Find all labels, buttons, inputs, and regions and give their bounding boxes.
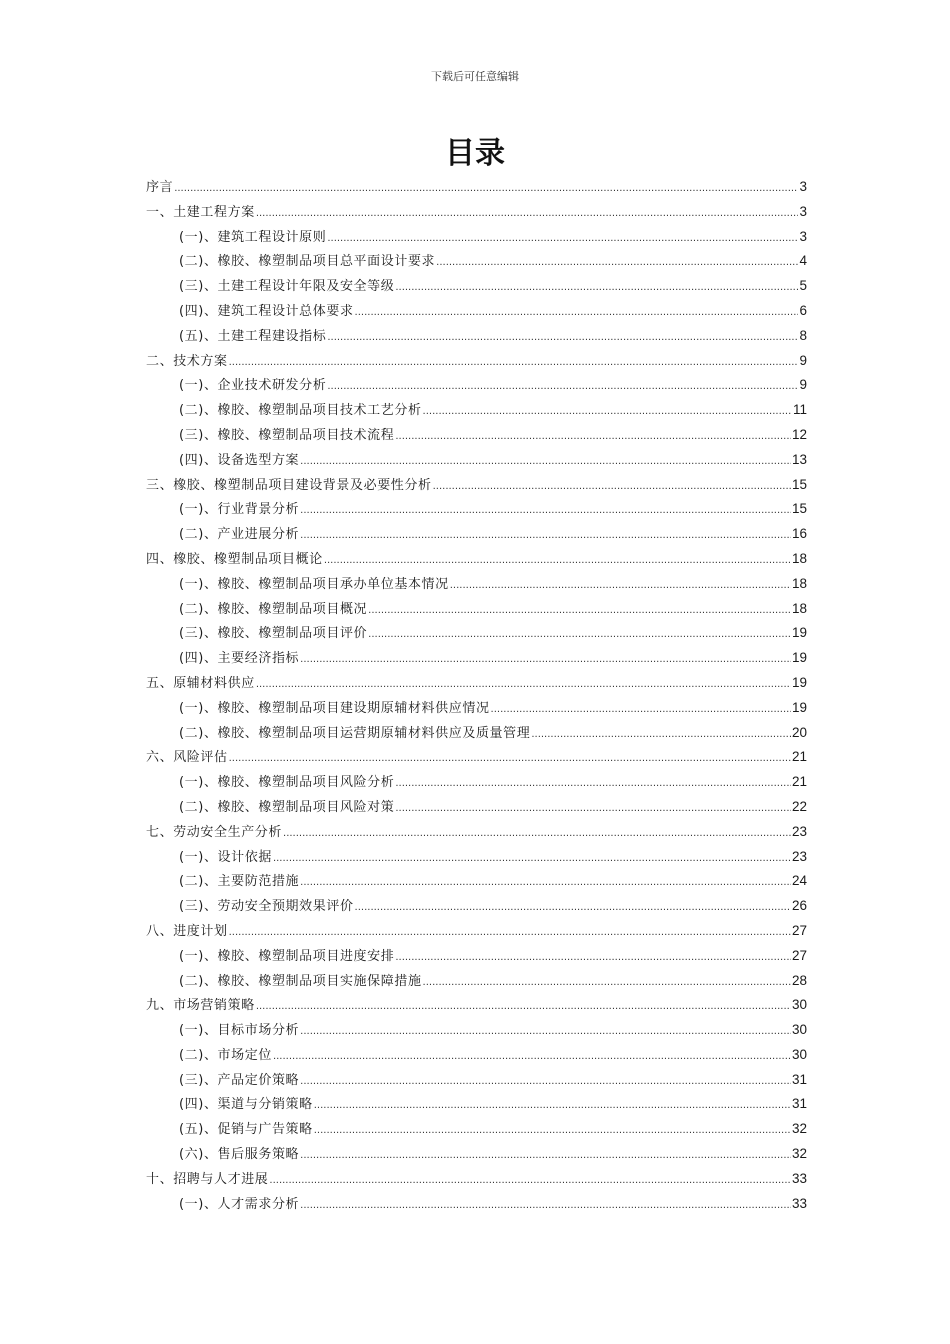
toc-entry-label: (四)、渠道与分销策略 (179, 1097, 313, 1113)
toc-entry-label: (六)、售后服务策略 (179, 1147, 300, 1163)
toc-subsection-entry[interactable] (146, 398, 807, 423)
toc-section-entry[interactable] (146, 175, 807, 200)
toc-dot-leader (491, 698, 791, 723)
toc-page-number: 27 (791, 922, 807, 938)
toc-entry-label: (四)、设备选型方案 (179, 452, 300, 468)
toc-section-entry[interactable] (146, 1167, 807, 1192)
toc-page-number: 12 (791, 426, 807, 442)
toc-dot-leader (531, 723, 791, 748)
toc-subsection-entry[interactable] (146, 944, 807, 969)
toc-entry-label: 十、招聘与人才进展 (146, 1171, 269, 1187)
toc-page-number: 30 (791, 1022, 807, 1038)
toc-page-number: 6 (799, 302, 807, 318)
toc-list (146, 175, 807, 1216)
toc-page-number: 9 (799, 377, 807, 393)
toc-entry-label: (二)、橡胶、橡塑制品项目概况 (179, 601, 368, 617)
toc-dot-leader (327, 326, 798, 351)
toc-entry-label: (三)、劳动安全预期效果评价 (179, 899, 354, 915)
toc-dot-leader (229, 921, 791, 946)
toc-subsection-entry[interactable] (146, 894, 807, 919)
toc-entry-label: (二)、橡胶、橡塑制品项目风险对策 (179, 799, 395, 815)
toc-dot-leader (229, 351, 799, 376)
toc-section-entry[interactable] (146, 745, 807, 770)
toc-page-number: 16 (791, 526, 807, 542)
toc-entry-label: (一)、橡胶、橡塑制品项目风险分析 (179, 775, 395, 791)
toc-page-number: 4 (799, 253, 807, 269)
toc-subsection-entry[interactable] (146, 1043, 807, 1068)
toc-entry-label: 序言 (146, 180, 174, 195)
toc-entry-label: (二)、市场定位 (179, 1047, 272, 1063)
toc-entry-label: (二)、橡胶、橡塑制品项目运营期原辅材料供应及质量管理 (179, 725, 531, 741)
toc-dot-leader (256, 995, 791, 1020)
toc-subsection-entry[interactable] (146, 1092, 807, 1117)
toc-dot-leader (450, 574, 791, 599)
toc-page-number: 31 (791, 1096, 807, 1112)
toc-subsection-entry[interactable] (146, 1117, 807, 1142)
toc-entry-label: (四)、主要经济指标 (179, 651, 300, 667)
toc-entry-label: (二)、橡胶、橡塑制品项目实施保障措施 (179, 973, 422, 989)
toc-entry-label: 七、劳动安全生产分析 (146, 824, 283, 840)
toc-dot-leader (174, 177, 798, 202)
toc-page-number: 3 (799, 179, 807, 194)
toc-dot-leader (300, 648, 791, 673)
toc-section-entry[interactable] (146, 993, 807, 1018)
toc-entry-label: 一、土建工程方案 (146, 204, 255, 220)
toc-page-number: 15 (791, 501, 807, 517)
toc-section-entry[interactable] (146, 820, 807, 845)
toc-title: 目录 (445, 136, 505, 171)
toc-page-number: 19 (791, 674, 807, 690)
toc-dot-leader (300, 871, 791, 896)
toc-entry-label: (一)、设计依据 (179, 849, 272, 865)
toc-dot-leader (433, 475, 791, 500)
toc-entry-label: (一)、目标市场分析 (179, 1023, 300, 1039)
toc-page-number: 30 (791, 1046, 807, 1062)
toc-entry-label: (二)、产业进展分析 (179, 527, 300, 543)
toc-page-number: 13 (791, 451, 807, 467)
toc-subsection-entry[interactable] (146, 373, 807, 398)
toc-subsection-entry[interactable] (146, 845, 807, 870)
toc-page-number: 15 (791, 476, 807, 492)
toc-page-number: 33 (791, 1170, 807, 1186)
toc-dot-leader (395, 772, 791, 797)
toc-subsection-entry[interactable] (146, 1068, 807, 1093)
toc-dot-leader (395, 946, 791, 971)
toc-dot-leader (327, 227, 798, 252)
header-note: 下载后可任意编辑 (431, 70, 519, 83)
toc-entry-label: 八、进度计划 (146, 923, 228, 939)
toc-entry-label: (三)、土建工程设计年限及安全等级 (179, 279, 395, 295)
toc-subsection-entry[interactable] (146, 795, 807, 820)
toc-subsection-entry[interactable] (146, 448, 807, 473)
toc-page-number: 27 (791, 947, 807, 963)
toc-subsection-entry[interactable] (146, 869, 807, 894)
toc-subsection-entry[interactable] (146, 1192, 807, 1217)
toc-dot-leader (256, 673, 791, 698)
toc-subsection-entry[interactable] (146, 225, 807, 250)
toc-section-entry[interactable] (146, 349, 807, 374)
toc-page-number: 26 (791, 898, 807, 914)
toc-dot-leader (300, 450, 791, 475)
toc-entry-label: (一)、橡胶、橡塑制品项目建设期原辅材料供应情况 (179, 700, 490, 716)
toc-entry-label: (三)、产品定价策略 (179, 1072, 300, 1088)
toc-dot-leader (300, 1070, 791, 1095)
toc-page-number: 22 (791, 798, 807, 814)
toc-page-number: 9 (799, 352, 807, 368)
toc-entry-label: (二)、橡胶、橡塑制品项目总平面设计要求 (179, 254, 436, 270)
toc-subsection-entry[interactable] (146, 497, 807, 522)
toc-section-entry[interactable] (146, 200, 807, 225)
toc-entry-label: 六、风险评估 (146, 750, 228, 766)
toc-subsection-entry[interactable] (146, 324, 807, 349)
toc-section-entry[interactable] (146, 547, 807, 572)
toc-page-number: 24 (791, 873, 807, 889)
toc-page-number: 32 (791, 1146, 807, 1162)
toc-subsection-entry[interactable] (146, 1142, 807, 1167)
toc-page-number: 19 (791, 650, 807, 666)
toc-dot-leader (229, 747, 791, 772)
toc-subsection-entry[interactable] (146, 969, 807, 994)
toc-page-number: 19 (791, 699, 807, 715)
toc-entry-label: (三)、橡胶、橡塑制品项目评价 (179, 626, 368, 642)
toc-subsection-entry[interactable] (146, 721, 807, 746)
toc-subsection-entry[interactable] (146, 522, 807, 547)
toc-dot-leader (368, 599, 791, 624)
toc-dot-leader (273, 847, 791, 872)
toc-page-number: 21 (791, 749, 807, 765)
toc-subsection-entry[interactable] (146, 299, 807, 324)
toc-subsection-entry[interactable] (146, 770, 807, 795)
toc-page-number: 31 (791, 1071, 807, 1087)
toc-dot-leader (395, 797, 791, 822)
toc-subsection-entry[interactable] (146, 597, 807, 622)
toc-entry-label: (一)、橡胶、橡塑制品项目进度安排 (179, 948, 395, 964)
toc-entry-label: (五)、促销与广告策略 (179, 1122, 313, 1138)
toc-dot-leader (314, 1094, 791, 1119)
toc-entry-label: (一)、人才需求分析 (179, 1196, 300, 1212)
toc-page-number: 20 (791, 724, 807, 740)
toc-dot-leader (283, 822, 791, 847)
toc-dot-leader (327, 375, 798, 400)
toc-entry-label: 五、原辅材料供应 (146, 675, 255, 691)
toc-entry-label: 三、橡胶、橡塑制品项目建设背景及必要性分析 (146, 477, 432, 493)
toc-page-number: 23 (791, 823, 807, 839)
toc-entry-label: (一)、行业背景分析 (179, 502, 300, 518)
toc-dot-leader (300, 499, 791, 524)
toc-dot-leader (314, 1119, 791, 1144)
toc-dot-leader (256, 202, 799, 227)
toc-entry-label: (四)、建筑工程设计总体要求 (179, 303, 354, 319)
toc-subsection-entry[interactable] (146, 646, 807, 671)
toc-page-number: 11 (792, 402, 807, 418)
toc-page-number: 3 (799, 203, 807, 219)
toc-dot-leader (395, 425, 791, 450)
toc-section-entry[interactable] (146, 671, 807, 696)
toc-section-entry[interactable] (146, 919, 807, 944)
toc-dot-leader (423, 971, 791, 996)
toc-page-number: 8 (799, 327, 807, 343)
toc-page-number: 18 (791, 550, 807, 566)
toc-subsection-entry[interactable] (146, 572, 807, 597)
toc-subsection-entry[interactable] (146, 274, 807, 299)
toc-entry-label: (一)、建筑工程设计原则 (179, 229, 327, 245)
toc-entry-label: 二、技术方案 (146, 353, 228, 369)
toc-page-number: 21 (791, 774, 807, 790)
toc-entry-label: (五)、土建工程建设指标 (179, 328, 327, 344)
toc-section-entry[interactable] (146, 473, 807, 498)
toc-dot-leader (273, 1045, 791, 1070)
toc-dot-leader (423, 400, 792, 425)
toc-dot-leader (300, 1194, 791, 1219)
toc-page-number: 32 (791, 1121, 807, 1137)
toc-dot-leader (300, 1020, 791, 1045)
toc-page-number: 30 (791, 997, 807, 1013)
toc-dot-leader (436, 251, 798, 276)
toc-page-number: 5 (799, 278, 807, 294)
toc-dot-leader (355, 301, 799, 326)
toc-entry-label: (一)、橡胶、橡塑制品项目承办单位基本情况 (179, 576, 449, 592)
toc-dot-leader (324, 549, 791, 574)
toc-entry-label: 九、市场营销策略 (146, 998, 255, 1014)
toc-page-number: 19 (791, 625, 807, 641)
toc-subsection-entry[interactable] (146, 423, 807, 448)
toc-dot-leader (300, 524, 791, 549)
toc-page-number: 18 (791, 600, 807, 616)
toc-entry-label: (一)、企业技术研发分析 (179, 378, 327, 394)
toc-subsection-entry[interactable] (146, 249, 807, 274)
toc-dot-leader (355, 896, 791, 921)
toc-dot-leader (395, 276, 798, 301)
toc-page-number: 33 (791, 1195, 807, 1211)
toc-subsection-entry[interactable] (146, 621, 807, 646)
toc-entry-label: (二)、橡胶、橡塑制品项目技术工艺分析 (179, 403, 422, 419)
toc-page-number: 28 (791, 972, 807, 988)
toc-page-number: 18 (791, 575, 807, 591)
toc-dot-leader (269, 1169, 791, 1194)
toc-dot-leader (300, 1144, 791, 1169)
toc-entry-label: 四、橡胶、橡塑制品项目概论 (146, 551, 323, 567)
toc-page-number: 3 (799, 228, 807, 244)
toc-entry-label: (二)、主要防范措施 (179, 874, 300, 890)
toc-subsection-entry[interactable] (146, 1018, 807, 1043)
toc-page-number: 23 (791, 848, 807, 864)
toc-subsection-entry[interactable] (146, 696, 807, 721)
toc-dot-leader (368, 623, 791, 648)
toc-entry-label: (三)、橡胶、橡塑制品项目技术流程 (179, 427, 395, 443)
